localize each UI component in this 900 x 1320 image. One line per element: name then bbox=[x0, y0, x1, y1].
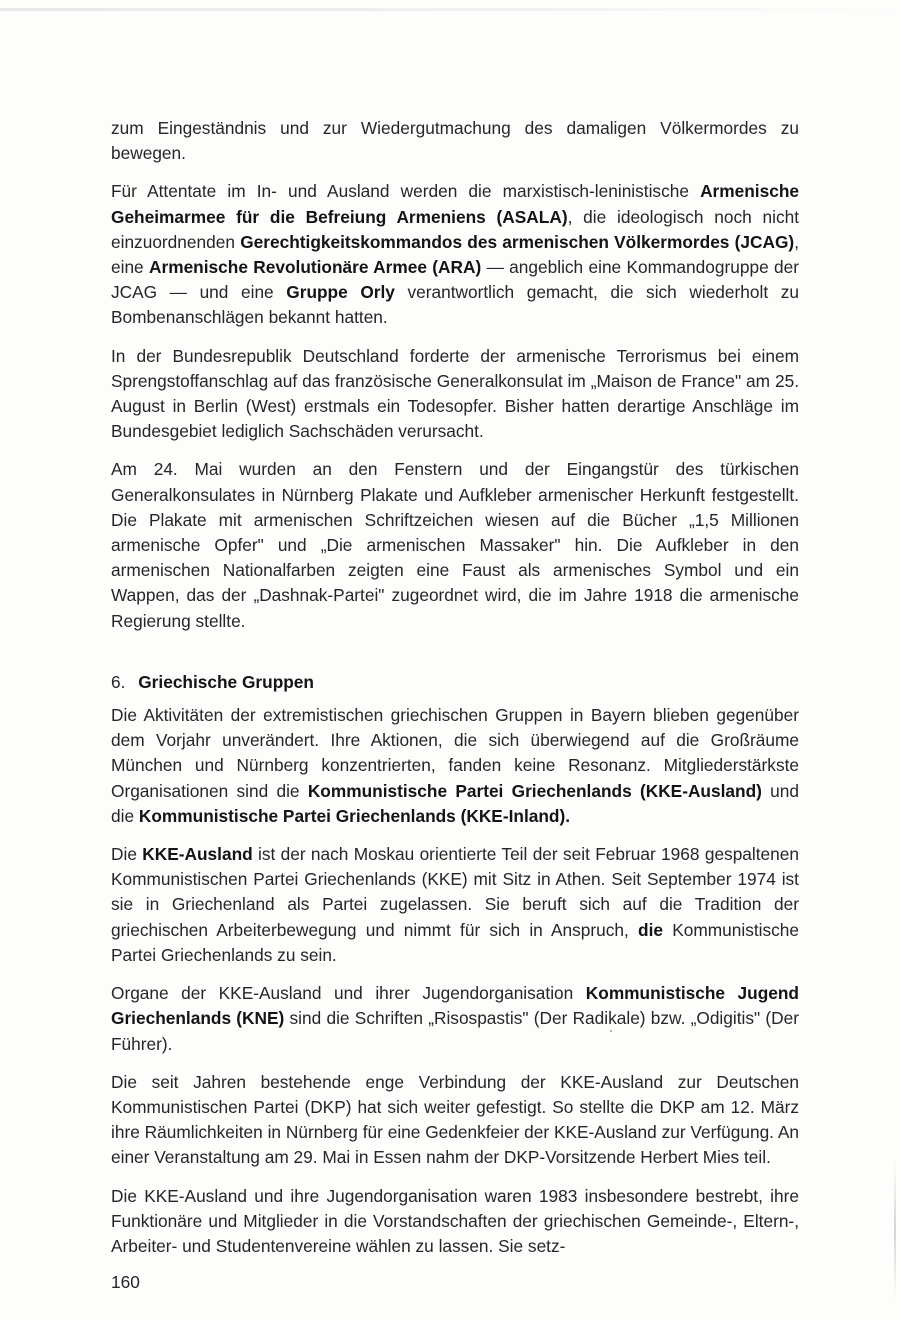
text-run: zum Eingeständnis und zur Wiedergutmachung des damaligen Völkermordes zu bewegen. bbox=[111, 118, 799, 164]
paragraph bbox=[111, 842, 799, 968]
text-run: , eine bbox=[111, 231, 799, 278]
paragraph bbox=[111, 1070, 799, 1171]
text-run: Die Aktivitäten der extremistischen griechischen Gruppen in Bayern blieben gegenüber dem Vorjahr unverändert. Ihre Aktionen, die sich überwiegend auf die Großräume München und Nürnberg konzentrierten, fanden keine Resonanz. Mitgliederstärkste Organisationen sind die bbox=[111, 705, 799, 801]
text-run: Am 24. Mai wurden an den Fenstern und der Eingangstür des türkischen Generalkonsulates in Nürnberg Plakate und Aufkleber armenischer Herkunft festgestellt. Die Plakate mit armenischen Schriftzeichen wiesen auf die Bücher „1,5 Millionen armenische Opfer" und „Die armenischen Massaker" hin. Die Aufkleber in den armenischen Nationalfarben zeigten eine Faust als armenisches Symbol und ein Wappen, das der „Dashnak-Partei" zugeordnet wird, die im Jahre 1918 die armenische Regierung stellte. bbox=[111, 459, 799, 631]
text-run: Für Attentate im In- und Ausland werden die marxistisch-leninistische bbox=[111, 181, 701, 202]
text-run: , die ideologisch noch nicht einzuordnenden bbox=[111, 206, 799, 252]
text-run: ist der nach Moskau orientierte Teil der seit Februar 1968 gespaltenen Kommunistischen Partei Griechenlands (KKE) mit Sitz in Athen. Seit September 1974 ist sie in Griechenland als Partei zugelassen. Sie beruft sich auf die Tradition der griechischen Arbeiterbewegung und nimmt für sich in Anspruch, bbox=[111, 844, 799, 940]
paragraph bbox=[111, 344, 799, 445]
text-block-armenian-groups bbox=[111, 116, 799, 634]
text-run: sind die Schriften „Risospastis" (Der Radikale) bzw. „Odigitis" (Der Führer). bbox=[111, 1008, 799, 1054]
text-run: Die seit Jahren bestehende enge Verbindung der KKE-Ausland zur Deutschen Kommunistischen Partei (DKP) hat sich weiter gefestigt. So stellte die DKP am 12. März ihre Räumlichkeiten in Nürnberg für eine Gedenkfeier der KKE-Ausland zur Verfügung. An einer Veranstaltung am 29. Mai in Essen nahm der DKP-Vorsitzende Herbert Mies teil. bbox=[111, 1071, 799, 1168]
paragraph bbox=[111, 1184, 799, 1260]
paragraph bbox=[111, 981, 799, 1057]
text-run: Die bbox=[111, 844, 143, 865]
bold-run: Kommunistische Jugend Griechenlands (KNE) bbox=[111, 983, 799, 1029]
section-number: 6. bbox=[111, 671, 126, 692]
section-title: Griechische Gruppen bbox=[138, 671, 314, 692]
bold-run: Kommunistische Partei Griechenlands (KKE-Ausland) bbox=[307, 780, 762, 801]
paragraph bbox=[111, 457, 799, 633]
page-body bbox=[111, 116, 799, 1272]
bold-run: Armenische Revolutionäre Armee (ARA) bbox=[149, 257, 482, 278]
text-run: In der Bundesrepublik Deutschland forderte der armenische Terrorismus bei einem Sprengstoffanschlag auf das französische Generalkonsulat im „Maison de France" am 25. August in Berlin (West) erstmals ein Todesopfer. Bisher hatten derartige Anschläge im Bundesgebiet lediglich Sachschäden verursacht. bbox=[111, 345, 799, 442]
scan-edge-top bbox=[0, 8, 900, 11]
text-run: Kommunistische Partei Griechenlands zu sein. bbox=[111, 919, 799, 965]
paragraph bbox=[111, 703, 799, 829]
text-block-greek-groups bbox=[111, 703, 799, 1259]
paragraph bbox=[111, 116, 799, 166]
bold-run: Kommunistische Partei Griechenlands (KKE-Inland). bbox=[138, 805, 571, 826]
text-run: — angeblich eine Kommandogruppe der JCAG — und eine bbox=[111, 257, 799, 303]
text-run: und die bbox=[111, 780, 800, 826]
bold-run: Armenische Geheimarmee für die Befreiung Armeniens (ASALA) bbox=[111, 181, 799, 227]
bold-run: die bbox=[638, 919, 664, 940]
bold-run: Gruppe Orly bbox=[286, 282, 395, 303]
bold-run: KKE-Ausland bbox=[142, 844, 253, 865]
section-heading bbox=[111, 670, 799, 695]
text-run: verantwortlich gemacht, die sich wiederholt zu Bombenanschlägen bekannt hatten. bbox=[111, 282, 799, 328]
page-number: 160 bbox=[111, 1272, 140, 1292]
text-run: Organe der KKE-Ausland und ihrer Jugendorganisation bbox=[111, 983, 586, 1004]
bold-run: Gerechtigkeitskommandos des armenischen Völkermordes (JCAG) bbox=[240, 231, 795, 252]
scan-edge-right bbox=[894, 1160, 896, 1300]
paragraph bbox=[111, 179, 799, 330]
text-run: Die KKE-Ausland und ihre Jugendorganisation waren 1983 insbesondere bestrebt, ihre Funktionäre und Mitglieder in die Vorstandschaften der griechischen Gemeinde-, Eltern-, Arbeiter- und Studentenvereine wählen zu lassen. Sie setz- bbox=[111, 1185, 799, 1256]
